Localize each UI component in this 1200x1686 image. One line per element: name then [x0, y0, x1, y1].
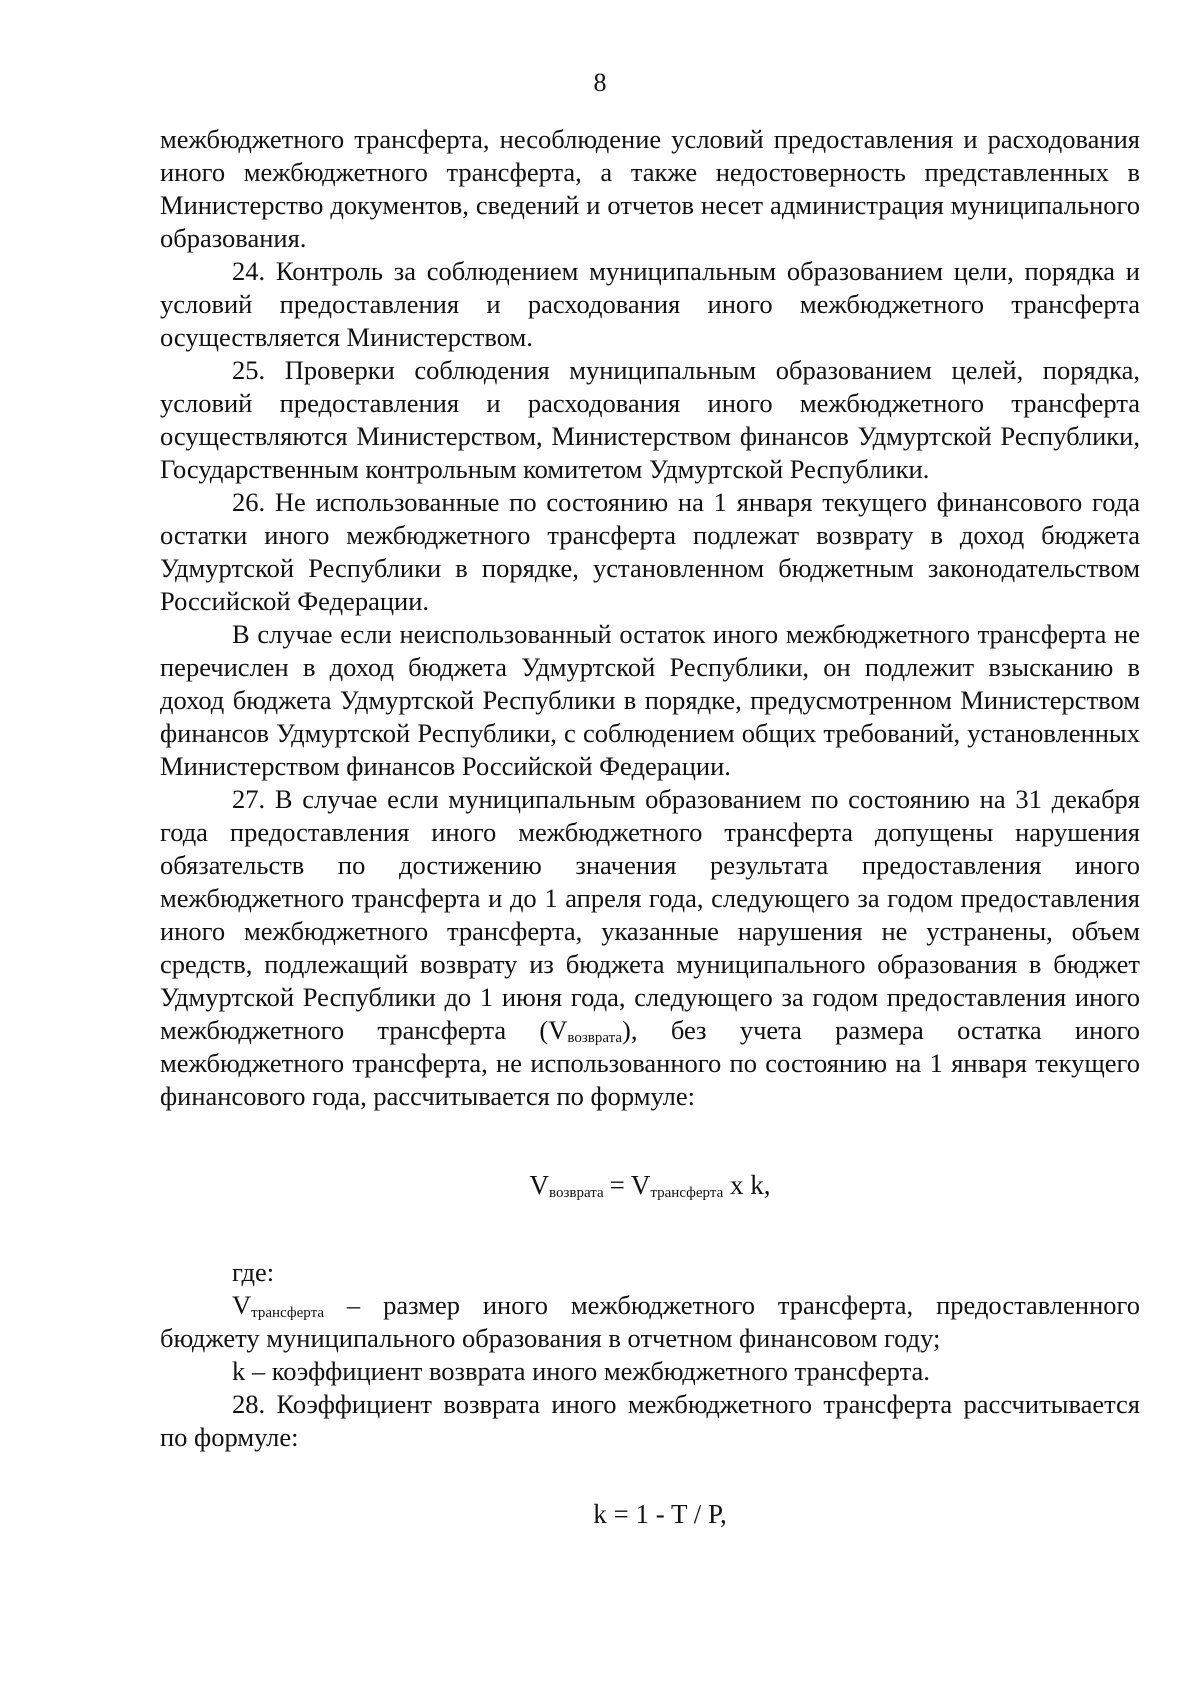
formula-times-k: x k,	[723, 1170, 771, 1200]
formula-v-return: V	[529, 1170, 549, 1200]
v-return-symbol: V	[548, 1015, 568, 1045]
paragraph-27-text-b: ), без учета размера остатка иного межбюджетного трансферта, не использованного по состоянию на 1 января текущего финансового года, рассчитывается по формуле:	[160, 1015, 1140, 1111]
formula-return-volume	[160, 1169, 1140, 1202]
paragraph-26-second: В случае если неиспользованный остаток иного межбюджетного трансферта не перечислен в доход бюджета Удмуртской Республики, он подлежит взысканию в доход бюджета Удмуртской Республики в порядке, предусмотренном Министерством финансов Удмуртской Республики, с соблюдением общих требований, установленных Министерством финансов Российской Федерации.	[160, 619, 1140, 781]
formula-v-transfer-sub: трансферта	[650, 1185, 724, 1201]
formula-v-transfer: V	[630, 1170, 651, 1200]
formula-coefficient: k = 1 - T / P,	[593, 1499, 727, 1529]
formula-v-return-sub: возврата	[549, 1185, 604, 1201]
paragraph-26: 26. Не использованные по состоянию на 1 января текущего финансового года остатки иного межбюджетного трансферта подлежат возврату в доход бюджета Удмуртской Республики в порядке, установленном бюджетным законодательством Российской Федерации.	[160, 487, 1140, 616]
paragraph-27-text-a: 27. В случае если муниципальным образованием по состоянию на 31 декабря года предоставления иного межбюджетного трансферта допущены нарушения обязательств по достижению значения результата предоставления иного межбюджетного трансферта и до 1 апреля года, следующего за годом предоставления иного межбюджетного трансферта, указанные нарушения не устранены, объем средств, подлежащий возврату из бюджета муниципального образования в бюджет Удмуртской Республики до 1 июня года, следующего за годом предоставления иного межбюджетного трансферта (	[160, 784, 1140, 1045]
definition-v-transfer	[160, 1289, 1140, 1355]
page-number: 8	[593, 68, 607, 97]
formula-equals: =	[609, 1170, 625, 1200]
paragraph-continuation: межбюджетного трансферта, несоблюдение условий предоставления и расходования иного межбюджетного трансферта, а также недостоверность представленных в Министерство документов, сведений и отчетов несет администрация муниципального образования.	[160, 124, 1140, 253]
paragraph-28: 28. Коэффициент возврата иного межбюджетного трансферта рассчитывается по формуле:	[160, 1389, 1140, 1452]
document-body	[160, 123, 1140, 1531]
paragraph-27	[160, 783, 1140, 1113]
definition-k: k – коэффициент возврата иного межбюджетного трансферта.	[232, 1356, 930, 1386]
paragraph-25: 25. Проверки соблюдения муниципальным образованием целей, порядка, условий предоставления и расходования иного межбюджетного трансферта осуществляются Министерством, Министерством финансов Удмуртской Республики, Государственным контрольным комитетом Удмуртской Республики.	[160, 355, 1140, 484]
def-v-symbol: V	[232, 1290, 252, 1320]
def-v-text: – размер иного межбюджетного трансферта, предоставленного бюджету муниципального образования в отчетном финансовом году;	[160, 1290, 1140, 1353]
paragraph-24: 24. Контроль за соблюдением муниципальным образованием цели, порядка и условий предоставления и расходования иного межбюджетного трансферта осуществляется Министерством.	[160, 256, 1140, 352]
v-return-subscript: возврата	[567, 1030, 623, 1046]
where-label: где:	[232, 1257, 275, 1287]
def-v-subscript: трансферта	[251, 1305, 324, 1321]
